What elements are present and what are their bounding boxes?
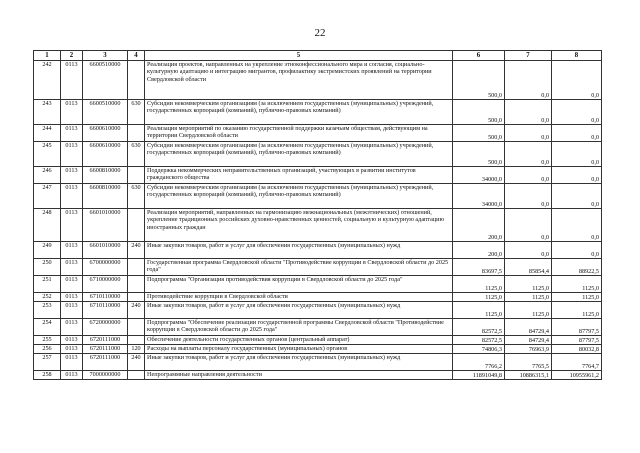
item-name: Субсидии некоммерческим организациям (за исключением государственных (муниципальных) учреждений, государственных корпораций (компаний), публично-правовых компаний): [145, 184, 453, 209]
amount-col7: 1125,0: [505, 302, 552, 319]
column-header: 1: [34, 51, 61, 61]
section-code: 0113: [61, 354, 83, 371]
expense-type-code: [128, 125, 145, 142]
section-code: 0113: [61, 125, 83, 142]
section-code: 0113: [61, 293, 83, 302]
target-code: 6601010000: [83, 242, 128, 259]
amount-col8: 10955961,2: [552, 371, 602, 380]
amount-col7: 0,0: [505, 61, 552, 100]
amount-col6: 1125,0: [453, 276, 505, 293]
table-row: [34, 354, 602, 371]
amount-col6: 82572,5: [453, 336, 505, 345]
amount-col8: 0,0: [552, 125, 602, 142]
amount-col7: 0,0: [505, 142, 552, 167]
amount-col7: 1125,0: [505, 276, 552, 293]
section-code: 0113: [61, 345, 83, 354]
target-code: 6710110000: [83, 302, 128, 319]
target-code: 6720111000: [83, 336, 128, 345]
amount-col8: 87797,5: [552, 336, 602, 345]
row-number: 246: [34, 167, 61, 184]
amount-col8: 0,0: [552, 142, 602, 167]
column-header: 7: [505, 51, 552, 61]
item-name: Субсидии некоммерческим организациям (за исключением государственных (муниципальных) учреждений, государственных корпораций (компаний), публично-правовых компаний): [145, 142, 453, 167]
amount-col6: 74806,3: [453, 345, 505, 354]
table-row: [34, 302, 602, 319]
amount-col7: 0,0: [505, 184, 552, 209]
item-name: Государственная программа Свердловской области "Противодействие коррупции в Свердловской области до 2025 года": [145, 259, 453, 276]
amount-col6: 500,0: [453, 142, 505, 167]
amount-col7: 85854,4: [505, 259, 552, 276]
target-code: 6600610000: [83, 125, 128, 142]
target-code: 6700000000: [83, 259, 128, 276]
row-number: 250: [34, 259, 61, 276]
section-code: 0113: [61, 336, 83, 345]
amount-col7: 76963,9: [505, 345, 552, 354]
expense-type-code: [128, 259, 145, 276]
table-row: [34, 100, 602, 125]
row-number: 257: [34, 354, 61, 371]
section-code: 0113: [61, 259, 83, 276]
table-row: [34, 61, 602, 100]
amount-col8: 88922,5: [552, 259, 602, 276]
table-row: [34, 184, 602, 209]
target-code: 6720111000: [83, 354, 128, 371]
table-row: [34, 276, 602, 293]
table-row: [34, 167, 602, 184]
amount-col8: 7764,7: [552, 354, 602, 371]
column-header: 8: [552, 51, 602, 61]
amount-col7: 0,0: [505, 242, 552, 259]
expense-type-code: [128, 167, 145, 184]
amount-col8: 1125,0: [552, 302, 602, 319]
section-code: 0113: [61, 276, 83, 293]
item-name: Субсидии некоммерческим организациям (за исключением государственных (муниципальных) учреждений, государственных корпораций (компаний), публично-правовых компаний): [145, 100, 453, 125]
item-name: Подпрограмма "Обеспечение реализации государственной программы Свердловской области "Противодействие коррупции в Свердловской области до 2025 года": [145, 319, 453, 336]
amount-col8: 1125,0: [552, 293, 602, 302]
table-row: [34, 142, 602, 167]
expense-type-code: [128, 276, 145, 293]
amount-col6: 1125,0: [453, 293, 505, 302]
amount-col8: 0,0: [552, 167, 602, 184]
item-name: Реализация мероприятий, направленных на гармонизацию межнациональных (межэтнических) отношений, укрепление традиционных российских духовно-нравственных ценностей, социальную и культурную адаптацию иностранных граждан: [145, 209, 453, 242]
table-row: [34, 209, 602, 242]
expense-type-code: 240: [128, 354, 145, 371]
row-number: 258: [34, 371, 61, 380]
expense-type-code: 240: [128, 242, 145, 259]
item-name: Непрограммные направления деятельности: [145, 371, 453, 380]
target-code: 6710000000: [83, 276, 128, 293]
page-number: 22: [314, 27, 326, 39]
item-name: Расходы на выплаты персоналу государственных (муниципальных) органов: [145, 345, 453, 354]
row-number: 244: [34, 125, 61, 142]
amount-col8: 0,0: [552, 242, 602, 259]
amount-col7: 1125,0: [505, 293, 552, 302]
item-name: Реализация мероприятий по оказанию государственной поддержки казачьим обществам, действующим на территории Свердловской области: [145, 125, 453, 142]
column-header: 4: [128, 51, 145, 61]
amount-col8: 1125,0: [552, 276, 602, 293]
target-code: 6600510000: [83, 61, 128, 100]
target-code: 6600810000: [83, 184, 128, 209]
row-number: 243: [34, 100, 61, 125]
amount-col7: 84729,4: [505, 319, 552, 336]
section-code: 0113: [61, 100, 83, 125]
column-header: 2: [61, 51, 83, 61]
table-header-row: [34, 51, 602, 61]
row-number: 251: [34, 276, 61, 293]
amount-col7: 0,0: [505, 100, 552, 125]
target-code: 6600510000: [83, 100, 128, 125]
table-row: [34, 259, 602, 276]
amount-col8: 87797,5: [552, 319, 602, 336]
amount-col6: 83697,5: [453, 259, 505, 276]
row-number: 252: [34, 293, 61, 302]
section-code: 0113: [61, 184, 83, 209]
target-code: 6720000000: [83, 319, 128, 336]
table-row: [34, 319, 602, 336]
column-header: 5: [145, 51, 453, 61]
target-code: 6710110000: [83, 293, 128, 302]
section-code: 0113: [61, 371, 83, 380]
row-number: 256: [34, 345, 61, 354]
table-row: [34, 293, 602, 302]
amount-col8: 80032,8: [552, 345, 602, 354]
amount-col8: 0,0: [552, 209, 602, 242]
expense-type-code: [128, 319, 145, 336]
row-number: 245: [34, 142, 61, 167]
amount-col8: 0,0: [552, 184, 602, 209]
expense-type-code: [128, 209, 145, 242]
column-header: 3: [83, 51, 128, 61]
expense-type-code: 630: [128, 100, 145, 125]
target-code: 6601010000: [83, 209, 128, 242]
table-row: [34, 336, 602, 345]
row-number: 254: [34, 319, 61, 336]
expense-type-code: [128, 371, 145, 380]
row-number: 255: [34, 336, 61, 345]
target-code: 6600810000: [83, 167, 128, 184]
table-row: [34, 125, 602, 142]
expense-type-code: 630: [128, 142, 145, 167]
row-number: 249: [34, 242, 61, 259]
amount-col6: 34000,0: [453, 184, 505, 209]
target-code: 7000000000: [83, 371, 128, 380]
amount-col6: 500,0: [453, 61, 505, 100]
row-number: 253: [34, 302, 61, 319]
amount-col7: 0,0: [505, 125, 552, 142]
expense-type-code: [128, 293, 145, 302]
row-number: 248: [34, 209, 61, 242]
section-code: 0113: [61, 319, 83, 336]
table-row: [34, 371, 602, 380]
section-code: 0113: [61, 167, 83, 184]
column-header: 6: [453, 51, 505, 61]
row-number: 247: [34, 184, 61, 209]
item-name: Обеспечение деятельности государственных органов (центральный аппарат): [145, 336, 453, 345]
amount-col8: 0,0: [552, 100, 602, 125]
section-code: 0113: [61, 142, 83, 167]
item-name: Реализация проектов, направленных на укрепление этноконфессионального мира и согласия, социально-культурную адаптацию и интеграцию мигрантов, профилактику экстремистских проявлений на территории Свердловской области: [145, 61, 453, 100]
amount-col6: 7766,2: [453, 354, 505, 371]
amount-col6: 34000,0: [453, 167, 505, 184]
expense-type-code: [128, 61, 145, 100]
expense-type-code: 240: [128, 302, 145, 319]
amount-col6: 11891049,8: [453, 371, 505, 380]
budget-table: [33, 50, 602, 380]
amount-col6: 500,0: [453, 125, 505, 142]
item-name: Иные закупки товаров, работ и услуг для обеспечения государственных (муниципальных) нужд: [145, 242, 453, 259]
amount-col6: 500,0: [453, 100, 505, 125]
expense-type-code: [128, 336, 145, 345]
section-code: 0113: [61, 209, 83, 242]
section-code: 0113: [61, 61, 83, 100]
expense-type-code: 120: [128, 345, 145, 354]
item-name: Подпрограмма "Организация противодействия коррупции в Свердловской области до 2025 года": [145, 276, 453, 293]
amount-col7: 7765,5: [505, 354, 552, 371]
amount-col6: 82572,5: [453, 319, 505, 336]
amount-col7: 84729,4: [505, 336, 552, 345]
table-row: [34, 242, 602, 259]
target-code: 6720111000: [83, 345, 128, 354]
amount-col6: 200,0: [453, 209, 505, 242]
target-code: 6600610000: [83, 142, 128, 167]
item-name: Поддержка некоммерческих неправительственных организаций, участвующих в развитии институтов гражданского общества: [145, 167, 453, 184]
row-number: 242: [34, 61, 61, 100]
expense-type-code: 630: [128, 184, 145, 209]
item-name: Иные закупки товаров, работ и услуг для обеспечения государственных (муниципальных) нужд: [145, 354, 453, 371]
amount-col7: 10886315,1: [505, 371, 552, 380]
section-code: 0113: [61, 242, 83, 259]
table-row: [34, 345, 602, 354]
item-name: Противодействие коррупции в Свердловской области: [145, 293, 453, 302]
amount-col7: 0,0: [505, 209, 552, 242]
section-code: 0113: [61, 302, 83, 319]
amount-col8: 0,0: [552, 61, 602, 100]
amount-col7: 0,0: [505, 167, 552, 184]
amount-col6: 1125,0: [453, 302, 505, 319]
amount-col6: 200,0: [453, 242, 505, 259]
item-name: Иные закупки товаров, работ и услуг для обеспечения государственных (муниципальных) нужд: [145, 302, 453, 319]
